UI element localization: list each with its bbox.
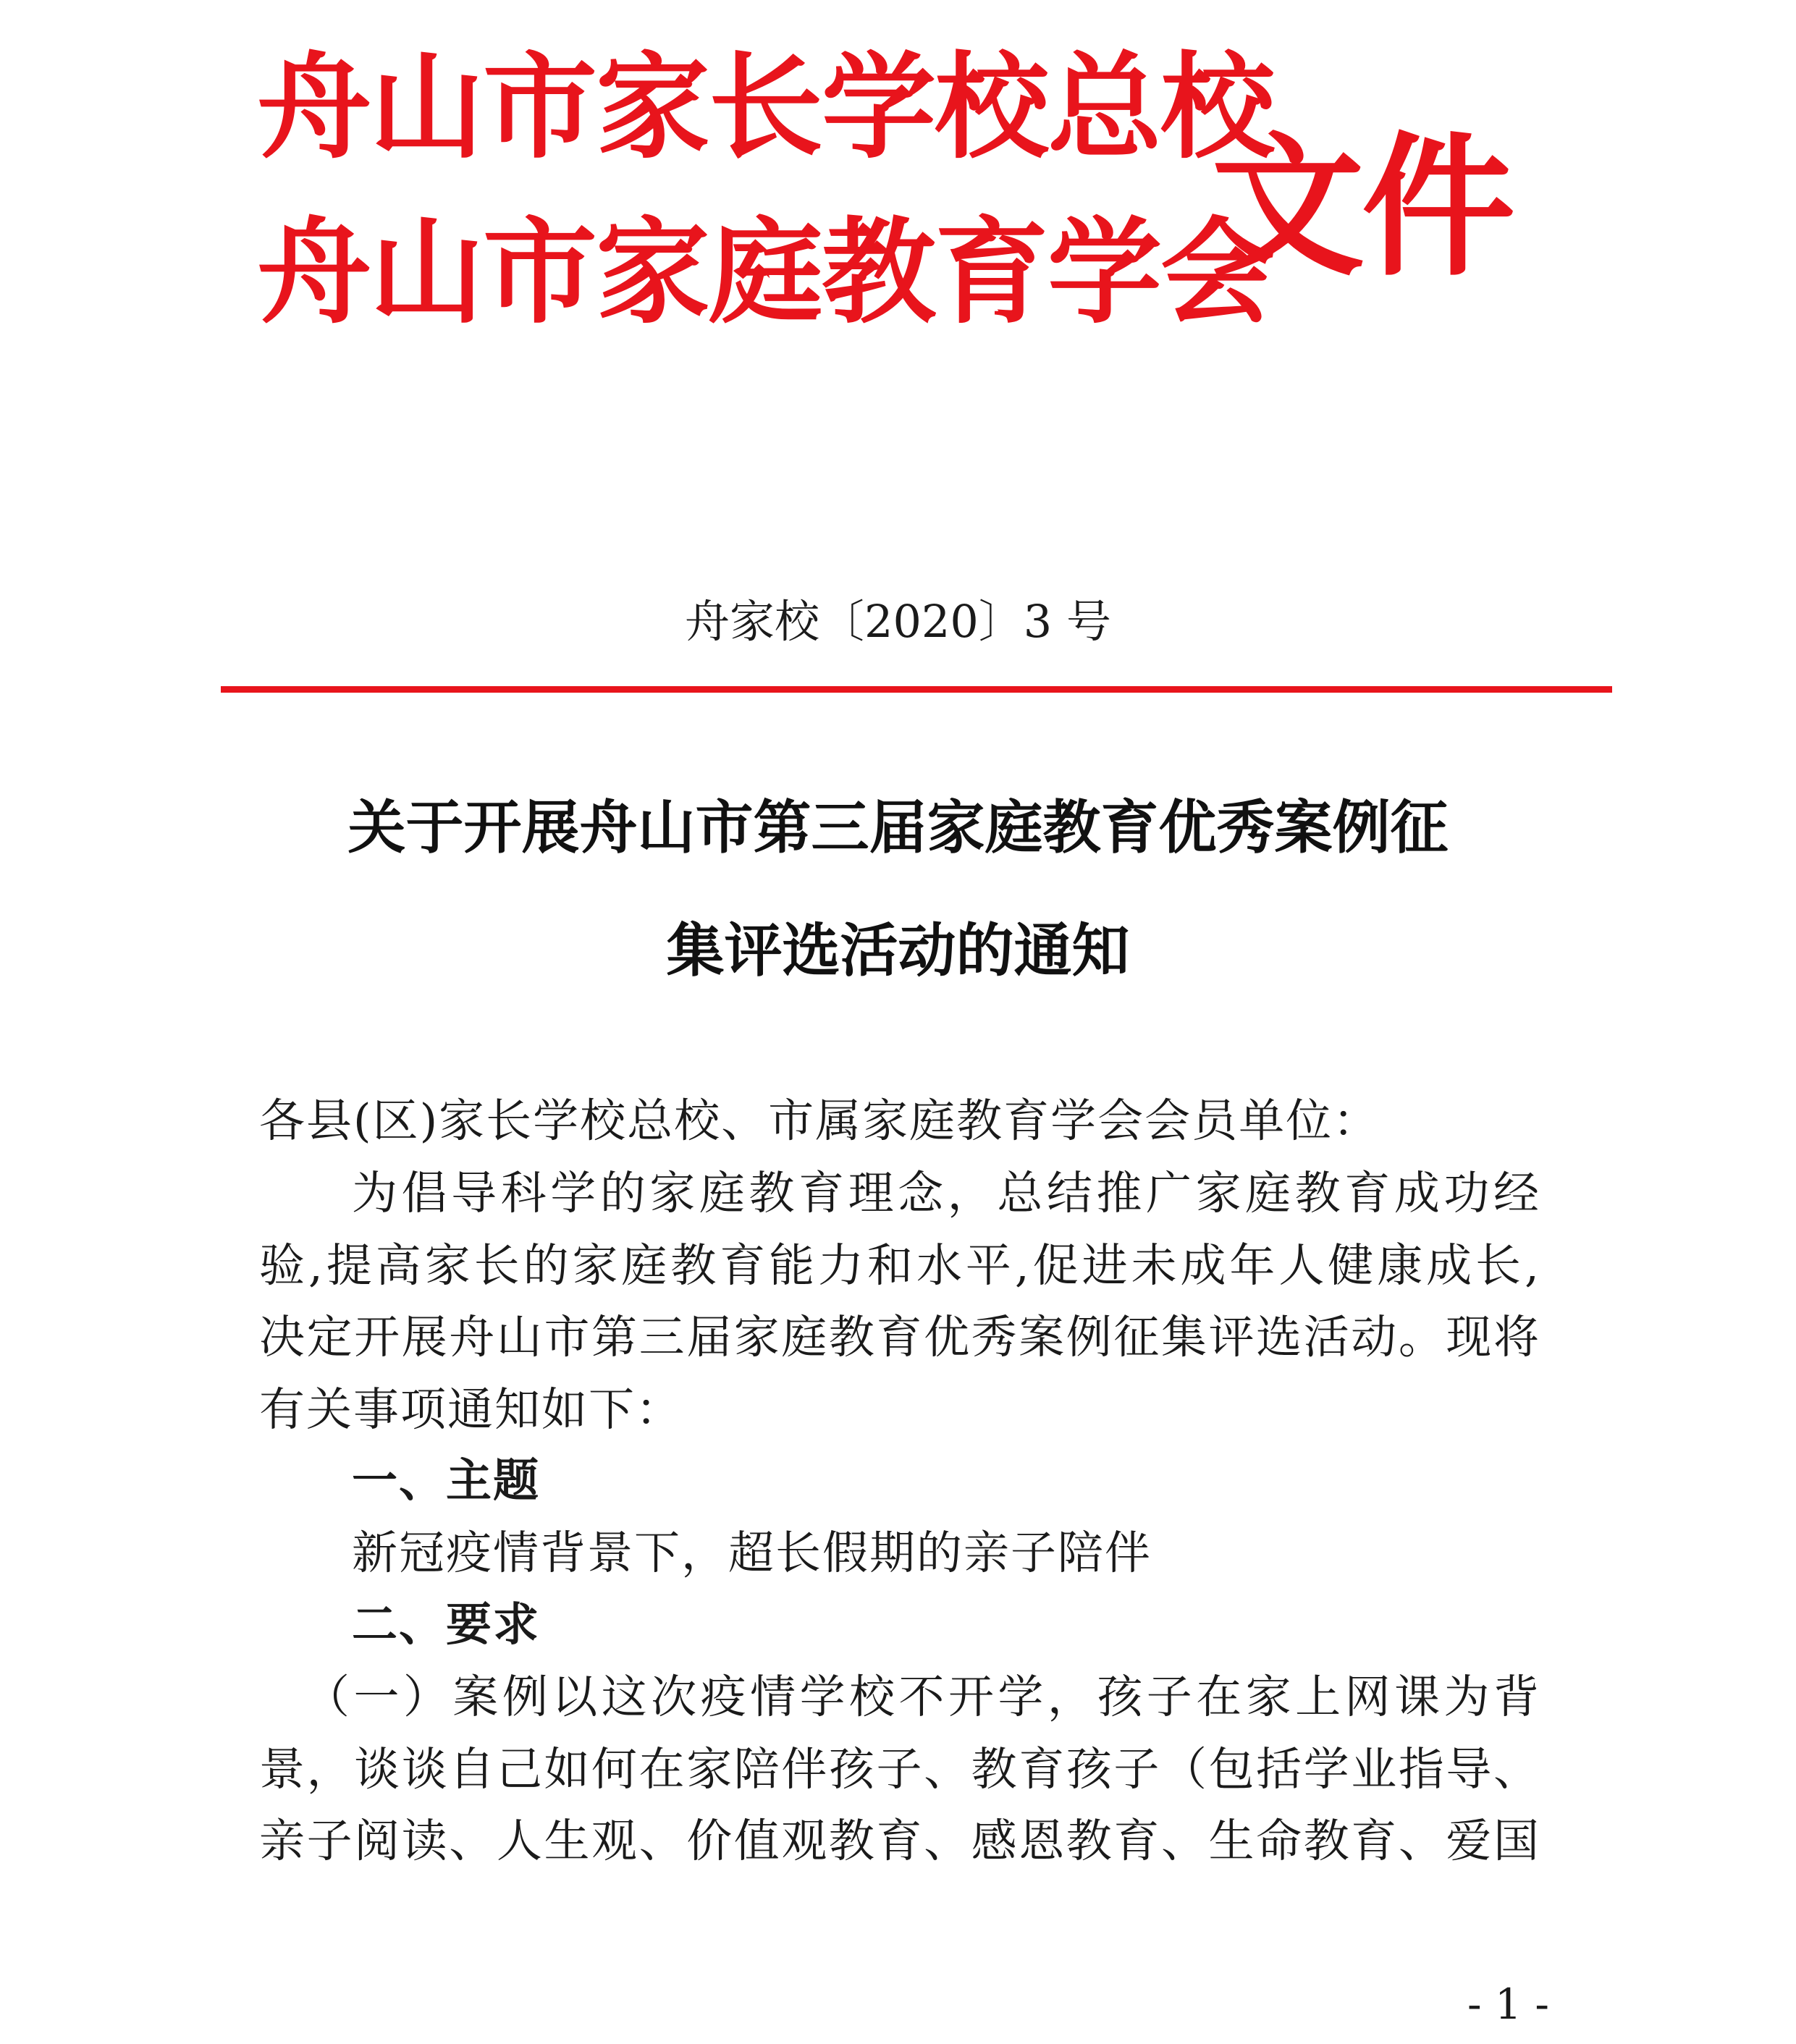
masthead-org-2: 舟山市家庭教育学会 bbox=[257, 206, 1273, 339]
section-2-line-2: 景，谈谈自己如何在家陪伴孩子、教育孩子（包括学业指导、 bbox=[259, 1743, 1540, 1796]
section-1-text: 新冠疫情背景下，超长假期的亲子陪伴 bbox=[352, 1526, 1152, 1579]
intro-line-3: 决定开展舟山市第三届家庭教育优秀案例征集评选活动。现将 bbox=[259, 1311, 1540, 1364]
intro-line-1: 为倡导科学的家庭教育理念，总结推广家庭教育成功经 bbox=[352, 1167, 1540, 1220]
masthead bbox=[257, 41, 1531, 339]
title-line-2: 集评选活动的通知 bbox=[666, 916, 1130, 984]
document-number: 舟家校〔2020〕3 号 bbox=[685, 595, 1111, 648]
salutation: 各县(区)家长学校总校、市属家庭教育学会会员单位： bbox=[259, 1094, 1380, 1147]
red-divider-line bbox=[221, 686, 1612, 693]
masthead-org-1: 舟山市家长学校总校 bbox=[257, 41, 1273, 174]
section-2-line-3: 亲子阅读、人生观、价值观教育、感恩教育、生命教育、爱国 bbox=[259, 1815, 1540, 1867]
intro-line-4: 有关事项通知如下： bbox=[259, 1383, 683, 1436]
section-2-heading: 二、要求 bbox=[352, 1597, 540, 1651]
title-line-1: 关于开展舟山市第三届家庭教育优秀案例征 bbox=[347, 793, 1449, 861]
masthead-suffix: 文件 bbox=[1211, 117, 1512, 297]
section-1-heading: 一、主题 bbox=[352, 1453, 540, 1507]
intro-line-2: 验,提高家长的家庭教育能力和水平,促进未成年人健康成长, bbox=[259, 1239, 1540, 1292]
page-number: - 1 - bbox=[1467, 1980, 1549, 2029]
section-2-line-1: （一）案例以这次疫情学校不开学，孩子在家上网课为背 bbox=[304, 1671, 1540, 1723]
